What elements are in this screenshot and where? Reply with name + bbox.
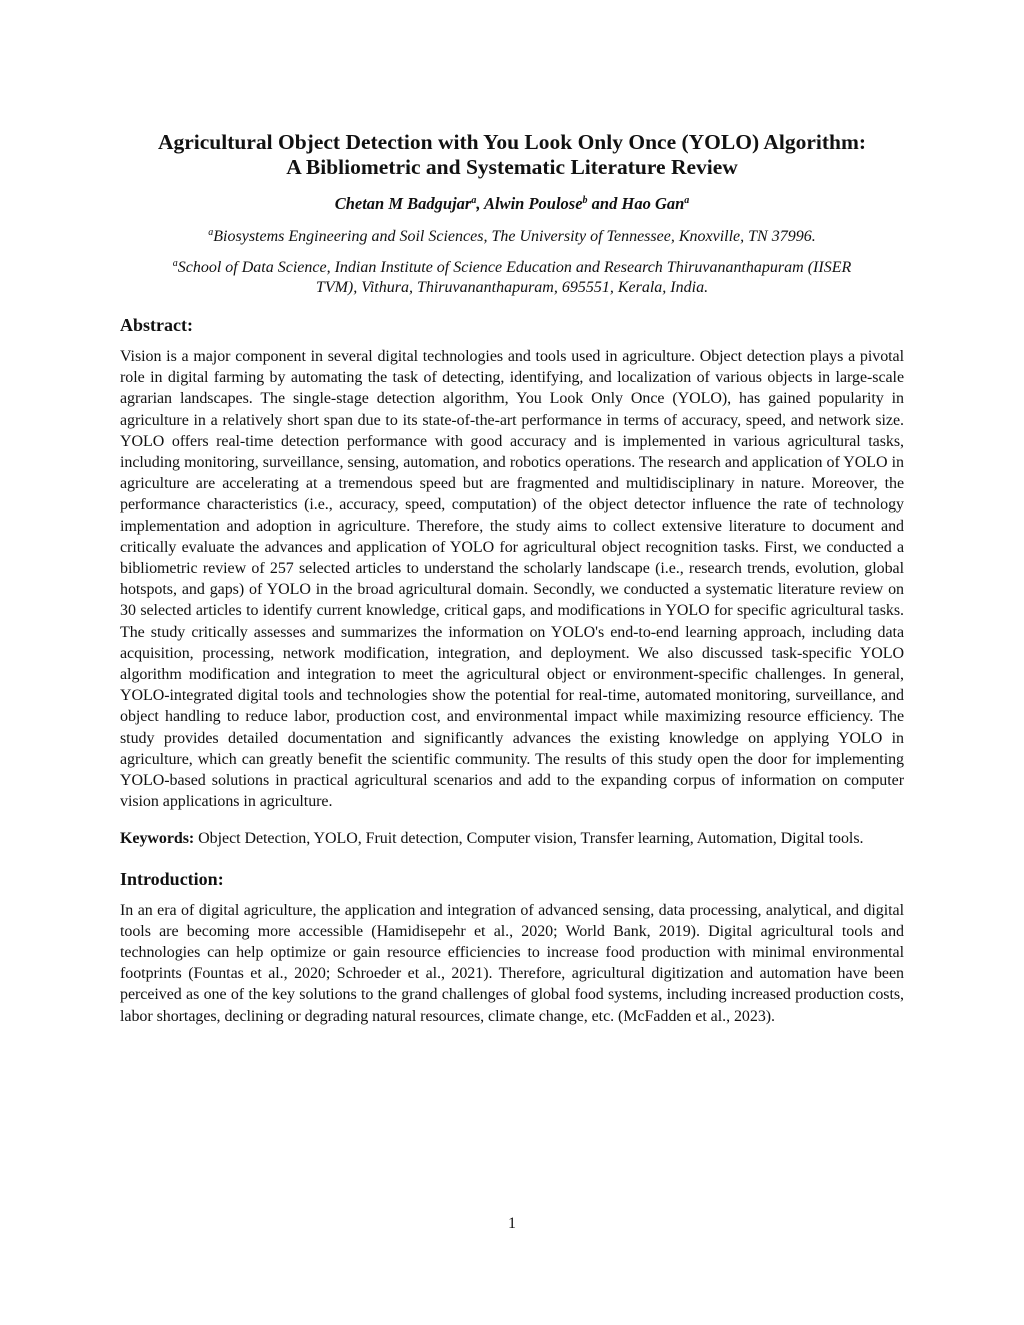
author-affiliation-mark: a [471,195,477,206]
author-separator: , [476,194,484,213]
keywords-paragraph [120,828,904,849]
keywords-label: Keywords: [120,830,195,848]
introduction-heading: Introduction: [120,868,224,889]
author-name: Alwin Poulose [483,194,583,213]
affiliation-text-line-2: TVM), Vithura, Thiruvananthapuram, 695551, Kerala, India. [315,279,709,296]
title-line-2: A Bibliometric and Systematic Literature Review [286,155,738,179]
author-affiliation-mark: b [582,195,588,206]
affiliation-text-line-1: School of Data Science, Indian Institute of Science Education and Research Thiruvananthapuram (IISER [177,259,852,276]
affiliation-mark: a [208,227,214,238]
title-line-1: Agricultural Object Detection with You Look Only Once (YOLO) Algorithm: [157,130,867,154]
affiliation-mark: a [172,258,178,269]
author-name: Hao Gan [621,194,685,213]
keywords-text: Object Detection, YOLO, Fruit detection, Computer vision, Transfer learning, Automation, Digital tools. [198,830,864,848]
author-name: Chetan M Badgujar [334,194,472,213]
author-affiliation-mark: a [684,195,690,206]
affiliation [120,258,904,298]
author-list [120,194,904,214]
introduction-body: In an era of digital agriculture, the application and integration of advanced sensing, data processing, analytical, and digital tools are becoming more accessible (Hamidisepehr et al., 2020; World Bank, 2019). Digital agricultural tools and technologies can help optimize or gain resource efficiencies to increase food production with minimal environmental footprints (Fountas et al., 2020; Schroeder et al., 2021). Therefore, agricultural digitization and automation have been perceived as one of the key solutions to the grand challenges of global food systems, including increased production costs, labor shortages, declining or degrading natural resources, climate change, etc. (McFadden et al., 2023). [120,901,904,1025]
page-number: 1 [508,1215,516,1232]
affiliation [120,227,904,247]
affiliation-text: Biosystems Engineering and Soil Sciences, The University of Tennessee, Knoxville, TN 37996. [213,228,816,245]
author-separator: and [587,194,622,213]
paper-page [120,130,904,1043]
abstract-body: Vision is a major component in several digital technologies and tools used in agriculture. Object detection plays a pivotal role in digital farming by automating the task of detecting, identifying, and localization of various objects in large-scale agrarian landscapes. The single-stage detection algorithm, You Look Only Once (YOLO), has gained popularity in agriculture in a relatively short span due to its state-of-the-art performance in terms of accuracy, speed, and network size. YOLO offers real-time detection performance with good accuracy and is implemented in various agricultural tasks, including monitoring, surveillance, sensing, automation, and robotics operations. The research and application of YOLO in agriculture are accelerating at a tremendous speed but are fragmented and multidisciplinary in nature. Moreover, the performance characteristics (i.e., accuracy, speed, computation) of the object detector influence the rate of technology implementation and adoption in agriculture. Therefore, the study aims to collect extensive literature to document and critically evaluate the advances and application of YOLO for agricultural object recognition tasks. First, we conducted a bibliometric review of 257 selected articles to understand the scholarly landscape (i.e., research trends, evolution, global hotspots, and gaps) of YOLO in the broad agricultural domain. Secondly, we conducted a systematic literature review on 30 selected articles to identify current knowledge, critical gaps, and modifications in YOLO for specific agricultural tasks. The study critically assesses and summarizes the information on YOLO's end-to-end learning approach, including data acquisition, processing, network modification, integration, and deployment. We also discussed task-specific YOLO algorithm modification and integration to meet the agricultural object or environment-specific challenges. In general, YOLO-integrated digital tools and technologies show the potential for real-time, automated monitoring, surveillance, and object handling to reduce labor, production cost, and environmental impact while maximizing resource efficiency. The study provides detailed documentation and significantly advances the existing knowledge on applying YOLO in agriculture, which can greatly benefit the scientific community. The results of this study open the door for implementing YOLO-based solutions in practical agricultural scenarios and add to the expanding corpus of information on computer vision applications in agriculture. [120,348,904,811]
abstract-heading: Abstract: [120,315,193,335]
paper-title [120,130,904,180]
